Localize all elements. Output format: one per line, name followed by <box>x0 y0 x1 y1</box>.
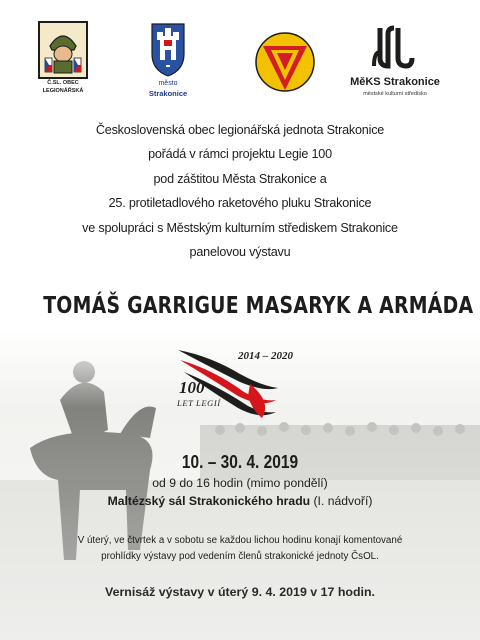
logo-strip <box>0 18 480 108</box>
intro-line: pořádá v rámci projektu Legie 100 <box>148 147 332 162</box>
event-dates: 10. – 30. 4. 2019 <box>181 452 299 472</box>
event-place-main: Maltézský sál Strakonického hradu <box>107 494 311 508</box>
mesto-caption-2: Strakonice <box>148 89 188 98</box>
legie-number: 100 <box>179 378 205 397</box>
guided-tours-note <box>0 533 480 565</box>
intro-line: pod záštitou Města Strakonice a <box>153 171 327 186</box>
meks-caption-1: MěKS Strakonice <box>350 76 440 88</box>
note-line: V úterý, ve čtvrtek a v sobotu se každou lichou hodinu konají komentované <box>77 535 403 546</box>
intro-line: panelovou výstavu <box>189 245 291 260</box>
regiment-logo <box>255 28 315 96</box>
event-place <box>0 494 480 508</box>
csol-caption-2: LEGIONÁŘSKÁ <box>42 88 84 94</box>
intro-text <box>0 118 480 264</box>
event-hours: od 9 do 16 hodin (mimo pondělí) <box>152 476 328 490</box>
meks-logo-icon <box>340 22 450 74</box>
csol-logo <box>36 20 90 102</box>
exhibition-title: TOMÁŠ GARRIGUE MASARYK A ARMÁDA <box>43 293 474 319</box>
event-place-note: (I. nádvoří) <box>313 494 373 508</box>
vernisage-line: Vernisáž výstavy v úterý 9. 4. 2019 v 17 hodin. <box>105 585 375 599</box>
meks-logo <box>340 22 450 104</box>
legionnaire-badge-icon <box>36 20 90 80</box>
legie-subtitle: LET LEGIÍ <box>177 398 221 408</box>
mesto-caption-1: město <box>158 80 178 87</box>
legie-years: 2014 – 2020 <box>238 350 293 362</box>
intro-line: 25. protiletadlového raketového pluku Strakonice <box>108 196 372 211</box>
intro-line: ve spolupráci s Městským kulturním střediskem Strakonice <box>82 220 398 235</box>
town-coat-of-arms-icon <box>140 20 196 78</box>
note-line: prohlídky výstavy pod vedením členů strakonické jednoty ČsOL. <box>101 551 379 562</box>
csol-caption-1: Č.SL. OBEC <box>47 80 79 86</box>
intro-line: Československá obec legionářská jednota Strakonice <box>95 123 385 137</box>
meks-caption-2: městské kulturní středisko <box>363 91 427 97</box>
mesto-strakonice-logo <box>140 20 196 110</box>
regiment-triangle-emblem-icon <box>255 28 315 96</box>
